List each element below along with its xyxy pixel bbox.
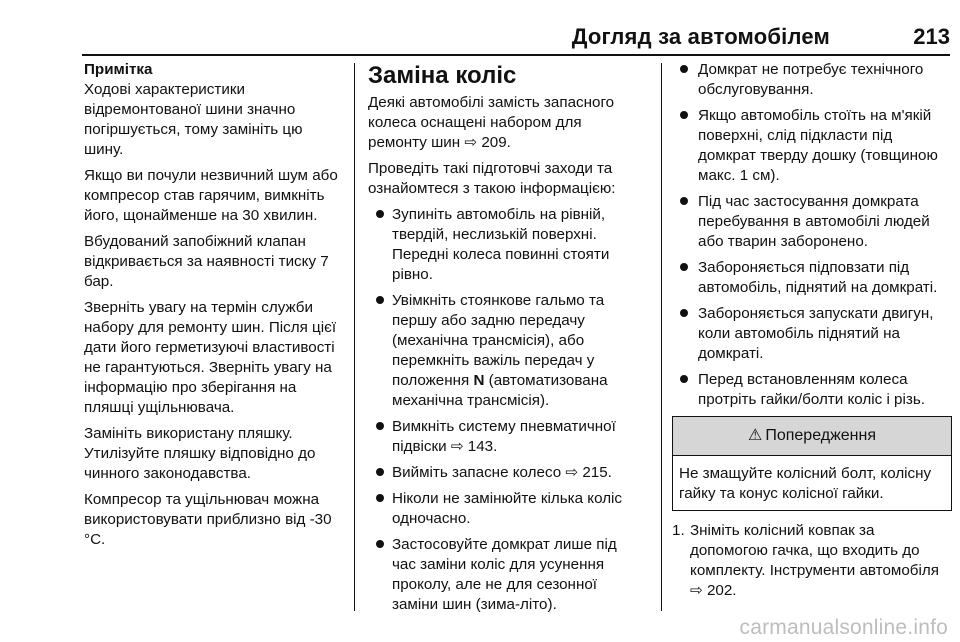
bullet-icon [376,540,384,548]
list-item: Під час застосування домкрата перебування в автомобілі людей або тварин заборонено. [672,192,952,252]
page-title: Догляд за автомобілем [571,24,830,49]
preparation-list [368,205,638,615]
list-item: Перед встановленням колеса протріть гайки/болти коліс і різь. [672,370,952,410]
bullet-icon [680,65,688,73]
warning-triangle-icon: ⚠ [747,427,763,444]
list-item: Ніколи не замінюйте кілька коліс одночасно. [368,489,638,529]
gear-position-label: N [473,372,485,389]
list-item: Застосовуйте домкрат лише під час заміни коліс для усунення проколу, але не для сезонної заміни шин (зима-літо). [368,535,638,615]
step-item [672,521,952,601]
list-item: Якщо автомобіль стоїть на м'якій поверхні, слід підкласти під домкрат тверду дошку (товщиною макс. 1 см). [672,106,952,186]
section-title: Заміна коліс [368,62,517,89]
paragraph: Зверніть увагу на термін служби набору для ремонту шин. Після цієї дати його герметизуючі властивості не гарантуються. Зверніть увагу на інформацію про зберігання на пляшці ущільнювача. [84,299,337,416]
warning-header [673,417,951,456]
paragraph: Якщо ви почули незвичний шум або компресор став гарячим, вимкніть його, щонайменше на 30 хвилин. [84,167,338,224]
list-item: Забороняється підповзати під автомобіль, піднятий на домкраті. [672,258,952,298]
note-title: Примітка [84,61,153,78]
bullet-icon [376,296,384,304]
list-item: Вийміть запасне колесо ⇨ 215. [368,463,638,483]
column-divider-2 [661,63,662,611]
list-item: Домкрат не потребує технічного обслуговування. [672,60,952,100]
bullet-icon [680,111,688,119]
steps-list [672,521,952,601]
warning-text: Не змащуйте колісний болт, колісну гайку та конус колісної гайки. [679,465,932,502]
header-divider [82,54,950,56]
note-text: Ходові характеристики відремонтованої шини значно погіршується, тому замініть цю шину. [84,81,303,158]
step-text: Зніміть колісний ковпак за допомогою гачка, що входить до комплекту. Інструменти автомобіля ⇨ 202. [690,522,939,599]
warning-box [672,416,952,511]
bullet-icon [680,309,688,317]
column-right [672,60,952,601]
page-number: 213 [913,24,950,49]
intro-text: Деякі автомобілі замість запасного колеса оснащені набором для ремонту шин ⇨ 209. [368,94,615,151]
column-divider-1 [354,63,355,611]
list-item: Забороняється запускати двигун, коли автомобіль піднятий на домкраті. [672,304,952,364]
paragraph: Компресор та ущільнювач можна використовувати приблизно від -30 °C. [84,491,332,548]
column-middle [368,60,638,621]
page-header [82,0,950,55]
list-item: Зупиніть автомобіль на рівній, твердій, неслизькій поверхні. Передні колеса повинні стояти рівно. [368,205,638,285]
bullet-icon [680,375,688,383]
column-left [84,60,346,556]
list-item: Увімкніть стоянкове гальмо та першу або задню передачу (механічна трансмісія), або перемкніть важіль передач у положення N (автоматизована механічна трансмісія). [368,291,638,411]
bullet-icon [680,197,688,205]
intro-text-2: Проведіть такі підготовчі заходи та ознайомтеся з такою інформацією: [368,160,616,197]
paragraph: Замініть використану пляшку. Утилізуйте пляшку відповідно до чинного законодавства. [84,425,316,482]
step-number: 1. [672,522,685,539]
watermark: carmanualsonline.info [739,616,948,639]
bullet-icon [376,422,384,430]
bullet-icon [376,210,384,218]
paragraph: Вбудований запобіжний клапан відкривається за наявності тиску 7 бар. [84,233,329,290]
bullet-icon [376,468,384,476]
bullet-icon [376,494,384,502]
list-item: Вимкніть систему пневматичної підвіски ⇨ 143. [368,417,638,457]
warning-title: Попередження [765,427,877,444]
safety-list [672,60,952,410]
bullet-icon [680,263,688,271]
